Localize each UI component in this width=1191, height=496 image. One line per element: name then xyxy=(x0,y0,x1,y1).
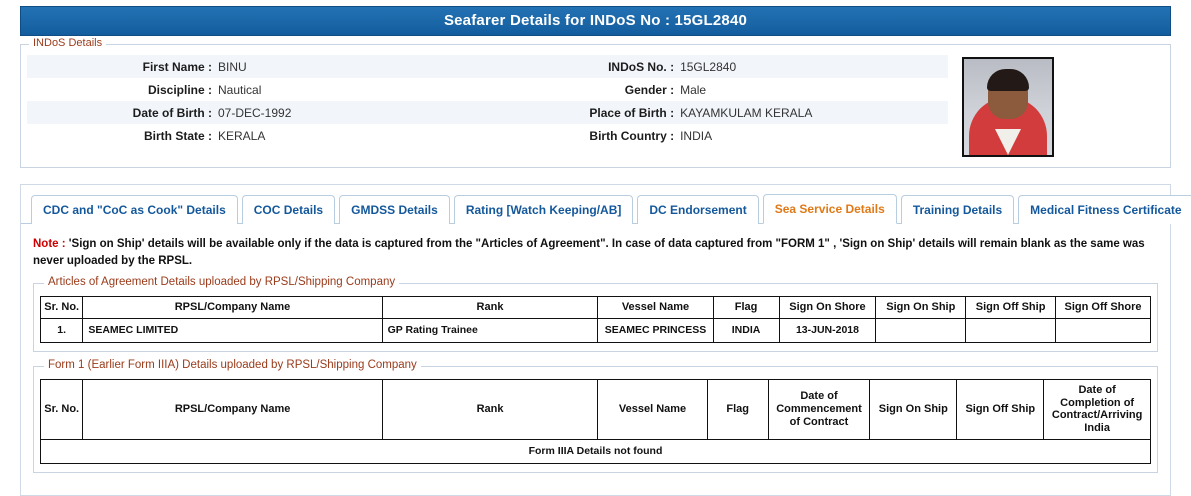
table-header-row xyxy=(41,379,1151,439)
page-title: Seafarer Details for INDoS No : 15GL2840 xyxy=(20,6,1171,36)
tab-rating-watch-keeping-ab[interactable]: Rating [Watch Keeping/AB] xyxy=(454,195,634,224)
tab-gmdss-details[interactable]: GMDSS Details xyxy=(339,195,450,224)
cell-sign-on-ship xyxy=(876,318,966,342)
col-company-name: RPSL/Company Name xyxy=(83,297,382,319)
articles-of-agreement-legend: Articles of Agreement Details uploaded by RPSL/Shipping Company xyxy=(44,276,399,288)
col-sign-on-ship: Sign On Ship xyxy=(876,297,966,319)
col-sign-on-shore: Sign On Shore xyxy=(779,297,876,319)
note-label: Note : xyxy=(33,238,66,250)
col-sign-off-shore: Sign Off Shore xyxy=(1056,297,1151,319)
col-sr-no: Sr. No. xyxy=(41,297,83,319)
date-of-birth-field xyxy=(27,106,469,120)
tab-bar xyxy=(21,185,1182,224)
cell-vessel-name: SEAMEC PRINCESS xyxy=(598,318,713,342)
first-name-value: BINU xyxy=(218,59,247,74)
birth-country-field xyxy=(469,129,948,143)
info-row xyxy=(27,101,948,124)
indos-details-rows xyxy=(27,55,948,147)
tab-panel-sea-service-details xyxy=(21,224,1170,477)
table-row xyxy=(41,318,1151,342)
gender-value: Male xyxy=(680,82,707,97)
col-date-of-completion: Date of Completion of Contract/Arriving India xyxy=(1044,379,1151,439)
cell-sign-off-shore xyxy=(1056,318,1151,342)
date-of-birth-label: Date of Birth : xyxy=(132,105,212,120)
col-sign-on-ship: Sign On Ship xyxy=(870,379,957,439)
cell-sign-on-shore: 13-JUN-2018 xyxy=(779,318,876,342)
note-text xyxy=(33,236,1158,269)
birth-state-label: Birth State : xyxy=(143,128,212,143)
col-flag: Flag xyxy=(707,379,768,439)
place-of-birth-field xyxy=(469,106,948,120)
cell-sr-no: 1. xyxy=(41,318,83,342)
col-rank: Rank xyxy=(382,297,598,319)
info-row xyxy=(27,124,948,147)
indos-details-grid xyxy=(27,55,1164,157)
col-sign-off-ship: Sign Off Ship xyxy=(966,297,1056,319)
table-header-row xyxy=(41,297,1151,319)
tab-medical-fitness-certificate[interactable]: Medical Fitness Certificate xyxy=(1018,195,1191,224)
birth-state-value: KERALA xyxy=(218,128,266,143)
indos-no-value: 15GL2840 xyxy=(680,59,737,74)
col-vessel-name: Vessel Name xyxy=(598,379,708,439)
col-date-of-commencement: Date of Commencement of Contract xyxy=(768,379,870,439)
details-tabs-container xyxy=(20,184,1182,496)
info-row xyxy=(27,78,948,101)
discipline-field xyxy=(27,83,469,97)
col-sr-no: Sr. No. xyxy=(41,379,83,439)
first-name-field xyxy=(27,60,469,74)
discipline-label: Discipline : xyxy=(147,82,212,97)
gender-field xyxy=(469,83,948,97)
indos-no-field xyxy=(469,60,948,74)
cell-flag: INDIA xyxy=(713,318,779,342)
form1-empty-message: Form IIIA Details not found xyxy=(41,439,1151,463)
articles-of-agreement-table xyxy=(40,296,1151,343)
birth-state-field xyxy=(27,129,469,143)
table-empty-row xyxy=(41,439,1151,463)
indos-details-legend: INDoS Details xyxy=(29,37,106,49)
tab-cdc-coc-as-cook[interactable]: CDC and "CoC as Cook" Details xyxy=(31,195,238,224)
gender-label: Gender : xyxy=(624,82,675,97)
col-company-name: RPSL/Company Name xyxy=(83,379,382,439)
form1-table xyxy=(40,379,1151,464)
tab-coc-details[interactable]: COC Details xyxy=(242,195,335,224)
note-body: 'Sign on Ship' details will be available only if the data is captured from the "Articles of Agreement". In case of data captured from "FORM 1" , 'Sign on Ship' details will remain blank as the same was never uploaded by the RPSL. xyxy=(33,238,1145,267)
col-flag: Flag xyxy=(713,297,779,319)
cell-company-name: SEAMEC LIMITED xyxy=(83,318,382,342)
cell-sign-off-ship xyxy=(966,318,1056,342)
col-vessel-name: Vessel Name xyxy=(598,297,713,319)
birth-country-label: Birth Country : xyxy=(589,128,675,143)
col-rank: Rank xyxy=(382,379,597,439)
seafarer-photo xyxy=(962,57,1054,157)
date-of-birth-value: 07-DEC-1992 xyxy=(218,105,292,120)
indos-no-label: INDoS No. : xyxy=(608,59,675,74)
birth-country-value: INDIA xyxy=(680,128,713,143)
place-of-birth-label: Place of Birth : xyxy=(589,105,675,120)
discipline-value: Nautical xyxy=(218,82,262,97)
tab-sea-service-details[interactable]: Sea Service Details xyxy=(763,194,897,224)
form1-legend: Form 1 (Earlier Form IIIA) Details uploaded by RPSL/Shipping Company xyxy=(44,359,421,371)
tab-training-details[interactable]: Training Details xyxy=(901,195,1014,224)
cell-rank: GP Rating Trainee xyxy=(382,318,598,342)
articles-of-agreement-section xyxy=(33,276,1158,352)
info-row xyxy=(27,55,948,78)
place-of-birth-value: KAYAMKULAM KERALA xyxy=(680,105,813,120)
indos-details-panel xyxy=(20,37,1171,168)
form1-section xyxy=(33,358,1158,473)
first-name-label: First Name : xyxy=(142,59,212,74)
tab-dc-endorsement[interactable]: DC Endorsement xyxy=(637,195,758,224)
col-sign-off-ship: Sign Off Ship xyxy=(957,379,1044,439)
